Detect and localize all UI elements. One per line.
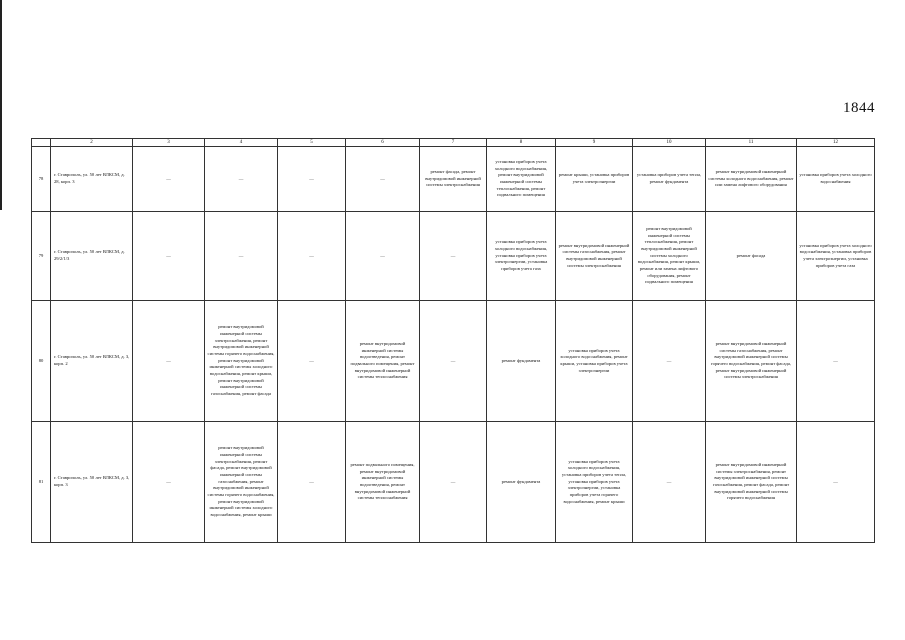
- cell-col-5: —: [278, 147, 346, 212]
- cell-col-5: —: [278, 212, 346, 301]
- address-cell: г. Ставрополь, ул. 50 лет ВЛКСМ, д. 3, корп. 2: [51, 301, 133, 422]
- cell-col-7: —: [420, 212, 487, 301]
- cell-col-12: установка приборов учета холодного водоснабжения, установка приборов учета электроэнергии, установка приборов учета газа: [797, 212, 875, 301]
- page-number: 1844: [843, 100, 875, 116]
- cell-col-9: ремонт внутридомовой инженерной системы газоснабжения, ремонт внутридомовой инженерной системы электроснабжения: [556, 212, 633, 301]
- column-header: 3: [133, 139, 205, 147]
- cell-col-7: —: [420, 301, 487, 422]
- repair-schedule-table: [31, 138, 875, 543]
- column-header: [32, 139, 51, 147]
- column-header: 11: [706, 139, 797, 147]
- column-header: 4: [205, 139, 278, 147]
- cell-col-11: ремонт внутридомовой инженерной системы электроснабжения, ремонт внутридомовой инженерной системы газоснабжения, ремонт фасада, ремонт внутридомовой инженерной системы горячего водоснабжения: [706, 422, 797, 543]
- cell-col-5: —: [278, 422, 346, 543]
- cell-col-7: —: [420, 422, 487, 543]
- column-header: 12: [797, 139, 875, 147]
- cell-col-4: ремонт внутридомовой инженерной системы электроснабжения, ремонт внутридомовой инженерной системы горячего водоснабжения, ремонт внутридомовой инженерной системы холодного водоснабжения, ремонт крыши, ремонт внутридомовой инженерной системы газоснабжения, ремонт фасада: [205, 301, 278, 422]
- cell-col-4: —: [205, 212, 278, 301]
- cell-col-12: установка приборов учета холодного водоснабжения: [797, 147, 875, 212]
- cell-col-3: —: [133, 301, 205, 422]
- cell-col-8: установка приборов учета холодного водоснабжения, ремонт внутридомовой инженерной системы теплоснабжения, ремонт подвального помещения: [487, 147, 556, 212]
- cell-col-12: —: [797, 422, 875, 543]
- page-edge-mark: [0, 0, 2, 210]
- cell-col-4: —: [205, 147, 278, 212]
- table-row: [32, 212, 875, 301]
- table-row: [32, 147, 875, 212]
- column-header: 10: [633, 139, 706, 147]
- cell-col-8: ремонт фундамента: [487, 301, 556, 422]
- header-row: [32, 139, 875, 147]
- cell-col-8: ремонт фундамента: [487, 422, 556, 543]
- address-cell: г. Ставрополь, ул. 50 лет ВЛКСМ, д. 28, корп. 3: [51, 147, 133, 212]
- address-cell: г. Ставрополь, ул. 50 лет ВЛКСМ, д. 29/2/1/3: [51, 212, 133, 301]
- cell-col-7: ремонт фасада, ремонт внутридомовой инженерной системы электроснабжения: [420, 147, 487, 212]
- cell-col-4: ремонт внутридомовой инженерной системы электроснабжения, ремонт фасада, ремонт внутридомовой инженерной системы газоснабжения, ремонт внутридомовой инженерной системы горячего водоснабжения, ремонт внутридомовой инженерной системы холодного водоснабжения, ремонт крыши: [205, 422, 278, 543]
- cell-col-9: ремонт крыши, установка приборов учета электроэнергии: [556, 147, 633, 212]
- row-number: 80: [32, 301, 51, 422]
- table-row: [32, 301, 875, 422]
- cell-col-6: —: [346, 147, 420, 212]
- address-cell: г. Ставрополь, ул. 50 лет ВЛКСМ, д. 3, корп. 3: [51, 422, 133, 543]
- cell-col-8: установка приборов учета холодного водоснабжения, установка приборов учета электроэнергии, установка приборов учета газа: [487, 212, 556, 301]
- cell-col-10: —: [633, 301, 706, 422]
- column-header: 6: [346, 139, 420, 147]
- row-number: 78: [32, 147, 51, 212]
- cell-col-10: ремонт внутридомовой инженерной системы теплоснабжения, ремонт внутридомовой инженерной системы холодного водоснабжения, ремонт крыши, ремонт или замена лифтового оборудования, ремонт подвального помещения: [633, 212, 706, 301]
- table-row: [32, 422, 875, 543]
- cell-col-5: —: [278, 301, 346, 422]
- cell-col-6: ремонт внутридомовой инженерной системы водоотведения, ремонт подвального помещения, ремонт внутридомовой инженерной системы теплоснабжения: [346, 301, 420, 422]
- cell-col-3: —: [133, 422, 205, 543]
- column-header: 9: [556, 139, 633, 147]
- cell-col-9: установка приборов учета холодного водоснабжения, установка приборов учета тепла, установка приборов учета электроэнергии, установка приборов учета горячего водоснабжения, ремонт крыши: [556, 422, 633, 543]
- cell-col-6: ремонт подвального помещения, ремонт внутридомовой инженерной системы водоотведения, ремонт внутридомовой инженерной системы теплоснабжения: [346, 422, 420, 543]
- row-number: 79: [32, 212, 51, 301]
- cell-col-6: —: [346, 212, 420, 301]
- cell-col-10: установка приборов учета тепла, ремонт фундамента: [633, 147, 706, 212]
- column-header: 5: [278, 139, 346, 147]
- cell-col-12: —: [797, 301, 875, 422]
- cell-col-11: ремонт внутридомовой инженерной системы холодного водоснабжения, ремонт или замена лифтового оборудования: [706, 147, 797, 212]
- cell-col-3: —: [133, 212, 205, 301]
- column-header: 8: [487, 139, 556, 147]
- column-header: 7: [420, 139, 487, 147]
- column-header: 2: [51, 139, 133, 147]
- cell-col-11: ремонт внутридомовой инженерной системы газоснабжения, ремонт внутридомовой инженерной системы горячего водоснабжения, ремонт фасада, ремонт внутридомовой инженерной системы электроснабжения: [706, 301, 797, 422]
- cell-col-3: —: [133, 147, 205, 212]
- cell-col-9: установка приборов учета холодного водоснабжения, ремонт крыши, установка приборов учета электроэнергии: [556, 301, 633, 422]
- cell-col-11: ремонт фасада: [706, 212, 797, 301]
- cell-col-10: —: [633, 422, 706, 543]
- row-number: 81: [32, 422, 51, 543]
